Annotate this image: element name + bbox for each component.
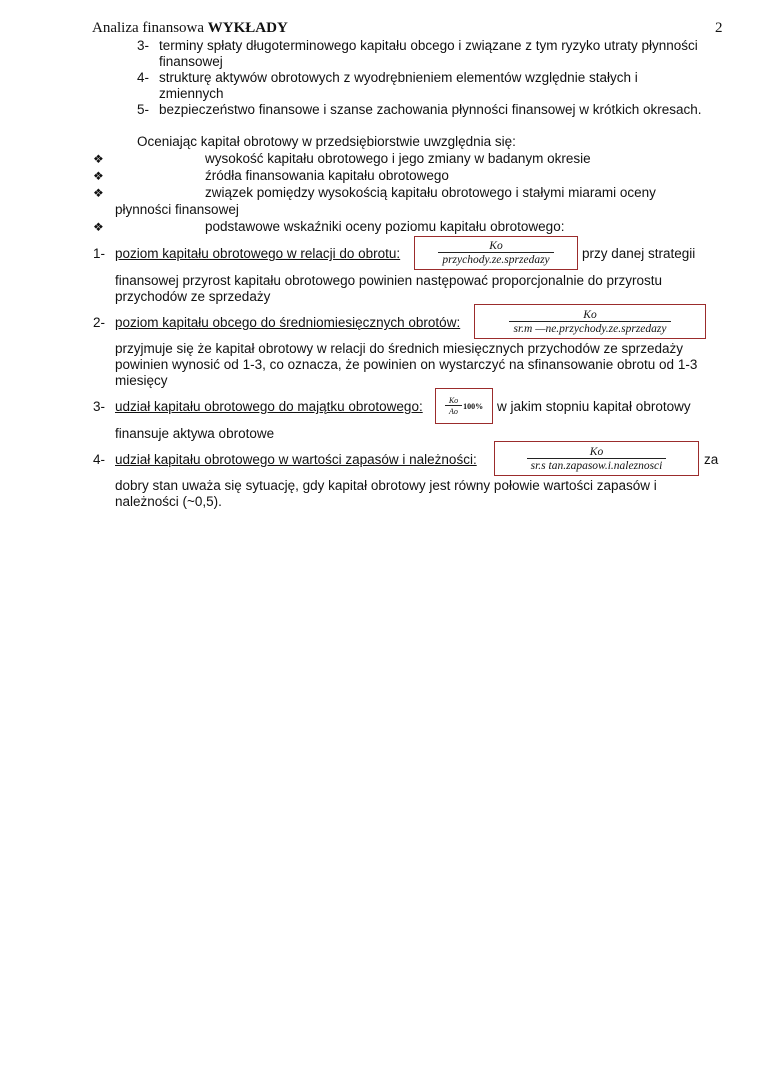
indicator-description: powinien wynosić od 1-3, co oznacza, że powinien on wystarczyć na sfinansowanie obrotu od 1-3 <box>115 357 698 372</box>
diamond-bullet-icon: ❖ <box>93 152 104 166</box>
indicator-inline-text: przy danej strategii <box>582 246 696 261</box>
indicator-inline-text: za <box>704 452 719 467</box>
list-item-number: 3- <box>137 38 150 53</box>
indicator-description: należności (~0,5). <box>115 494 222 509</box>
indicator-title: udział kapitału obrotowego do majątku obrotowego: <box>115 399 423 414</box>
formula-numerator: Ko <box>589 445 604 458</box>
formula-numerator: Ko <box>448 396 459 405</box>
diamond-bullet-icon: ❖ <box>93 169 104 183</box>
list-item-number: 5- <box>137 102 150 117</box>
indicator-description: dobry stan uważa się sytuację, gdy kapitał obrotowy jest równy połowie wartości zapasów i <box>115 478 657 493</box>
list-item-number: 4- <box>137 70 150 85</box>
indicator-title: poziom kapitału obcego do średniomiesięcznych obrotów: <box>115 315 461 330</box>
formula-fraction <box>445 396 462 416</box>
list-item-text: finansowej <box>159 54 223 69</box>
formula-numerator: Ko <box>489 240 503 252</box>
formula-box <box>414 236 578 270</box>
page-number: 2 <box>715 20 723 36</box>
indicator-number: 4- <box>93 452 106 467</box>
bullet-item: podstawowe wskaźniki oceny poziomu kapitału obrotowego: <box>205 219 565 234</box>
intro-paragraph: Oceniając kapitał obrotowy w przedsiębiorstwie uwzględnia się: <box>137 134 516 149</box>
indicator-inline-text: w jakim stopniu kapitał obrotowy <box>497 399 691 414</box>
indicator-description: finansuje aktywa obrotowe <box>115 426 275 441</box>
formula-denominator: sr.m —ne.przychody.ze.sprzedazy <box>509 321 670 335</box>
page-header-title: Analiza finansowa WYKŁADY <box>92 20 288 36</box>
formula-fraction <box>509 309 670 335</box>
diamond-bullet-icon: ❖ <box>93 186 104 200</box>
indicator-description: miesięcy <box>115 373 168 388</box>
diamond-bullet-icon: ❖ <box>93 220 104 234</box>
list-item-text: bezpieczeństwo finansowe i szanse zachowania płynności finansowej w krótkich okresach. <box>159 102 702 117</box>
formula-box <box>494 441 699 476</box>
indicator-title: udział kapitału obrotowego w wartości zapasów i należności: <box>115 452 477 467</box>
formula-denominator: przychody.ze.sprzedazy <box>438 252 553 266</box>
bullet-item-continuation: płynności finansowej <box>115 202 239 217</box>
formula-fraction <box>527 446 667 472</box>
list-item-text: strukturę aktywów obrotowych z wyodrębnieniem elementów względnie stałych i <box>159 70 638 85</box>
indicator-number: 2- <box>93 315 106 330</box>
indicator-description: przychodów ze sprzedaży <box>115 289 271 304</box>
bullet-item: związek pomiędzy wysokością kapitału obrotowego i stałymi miarami oceny <box>205 185 656 200</box>
indicator-description: finansowej przyrost kapitału obrotowego powinien następować proporcjonalnie do przyrostu <box>115 273 663 288</box>
formula-fraction <box>438 240 553 266</box>
formula-suffix: 100% <box>463 401 484 411</box>
formula-box <box>474 304 706 339</box>
list-item-text: zmiennych <box>159 86 224 101</box>
bullet-item: źródła finansowania kapitału obrotowego <box>205 168 449 183</box>
formula-box <box>435 388 493 424</box>
bullet-item: wysokość kapitału obrotowego i jego zmiany w badanym okresie <box>205 151 591 166</box>
indicator-description: przyjmuje się że kapitał obrotowy w relacji do średnich miesięcznych przychodów ze sprzedaży <box>115 341 683 356</box>
formula-denominator: sr.s tan.zapasow.i.naleznosci <box>527 458 667 472</box>
indicator-number: 1- <box>93 246 106 261</box>
formula-denominator: Ao <box>445 405 462 416</box>
indicator-title: poziom kapitału obrotowego w relacji do obrotu: <box>115 246 401 261</box>
formula-numerator: Ko <box>583 308 597 321</box>
indicator-number: 3- <box>93 399 106 414</box>
list-item-text: terminy spłaty długoterminowego kapitału obcego i związane z tym ryzyko utraty płynności <box>159 38 698 53</box>
